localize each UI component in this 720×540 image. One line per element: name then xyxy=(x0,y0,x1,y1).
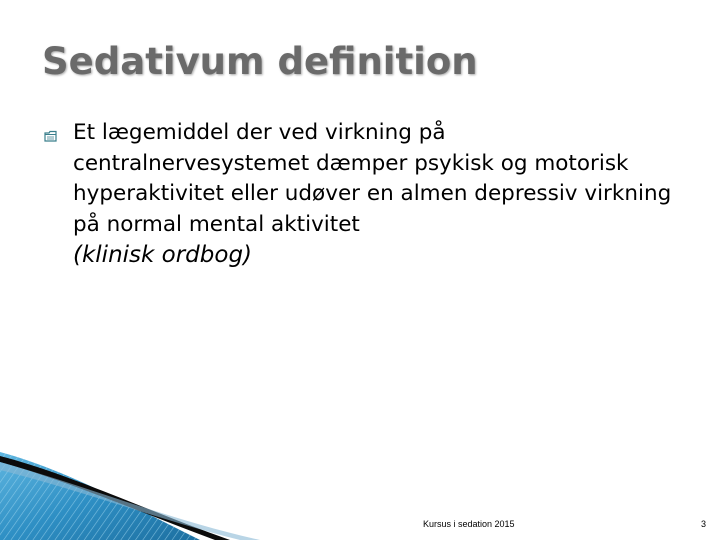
folder-bullet-icon xyxy=(44,128,58,142)
bullet-list xyxy=(44,118,684,270)
page-number: 3 xyxy=(700,519,706,529)
decorative-swoosh xyxy=(0,440,300,540)
bullet-source: (klinisk ordbog) xyxy=(73,242,253,268)
footer-text: Kursus i sedation 2015 xyxy=(423,519,515,529)
slide-title: Sedativum definition xyxy=(42,40,478,83)
bullet-text: Et lægemiddel der ved virkning på centralnervesystemet dæmper psykisk og motorisk hyperaktivitet eller udøver en almen depressiv virkning på normal mental aktivitet xyxy=(73,120,672,237)
bullet-item xyxy=(44,118,684,270)
